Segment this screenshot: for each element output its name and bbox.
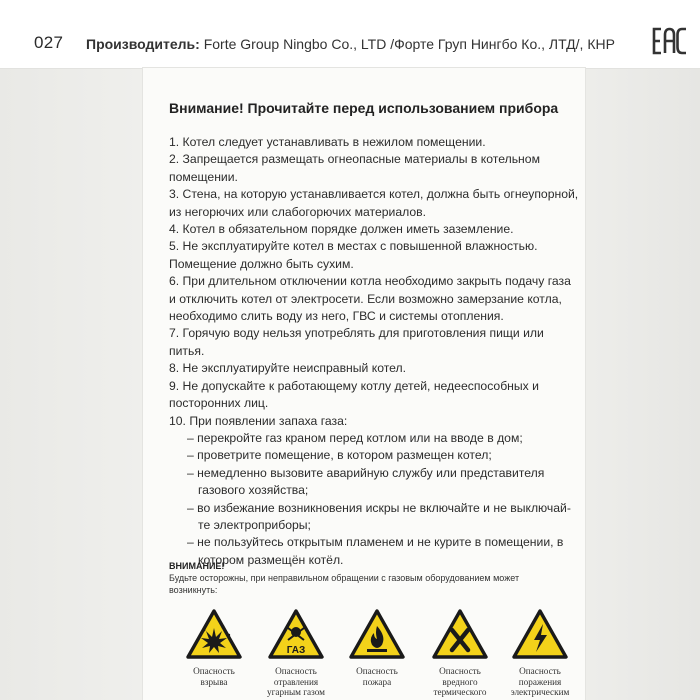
notice-line: Помещение должно быть сухим.: [169, 256, 354, 271]
notice-line: 5. Не эксплуатируйте котел в местах с повышенной влажностью.: [169, 239, 538, 254]
notice-line: 1. Котел следует устанавливать в нежилом помещении.: [169, 135, 486, 149]
sign-harmful: [425, 608, 495, 698]
header-strip: [0, 0, 700, 69]
hazard-signs: [179, 608, 579, 700]
sign-label: Опасность пожара: [356, 666, 398, 687]
notice-line: и отключить котел от электросети. Если возможно замерзание котла,: [169, 291, 562, 306]
notice-sub-line: котором размещён котёл.: [198, 552, 344, 567]
notice-line: 4. Котел в обязательном порядке должен иметь заземление.: [169, 222, 514, 237]
explosion-hazard-icon: [185, 608, 243, 660]
manufacturer-line: [86, 36, 615, 52]
sign-explosion: [179, 608, 249, 687]
notice-line: 9. Не допускайте к работающему котлу детей, недееспособных и: [169, 378, 539, 393]
gas-badge: ГАЗ: [286, 645, 306, 656]
gas-poisoning-hazard-icon: [267, 608, 325, 660]
notice-line: 8. Не эксплуатируйте неисправный котел.: [169, 361, 407, 376]
eac-mark-icon: [652, 26, 688, 56]
manufacturer-label: Производитель:: [86, 36, 200, 52]
notice-sub-line: – не пользуйтесь открытым пламенем и не курите в помещении, в: [187, 535, 564, 550]
notice-line: посторонних лиц.: [169, 396, 269, 411]
notice-line: 3. Стена, на которую устанавливается котел, должна быть огнеупорной,: [169, 187, 579, 202]
electric-shock-hazard-icon: [511, 608, 569, 660]
notice-line: помещении.: [169, 169, 238, 184]
notice-sub-line: – проветрите помещение, в котором размещен котел;: [187, 448, 492, 463]
sign-label: Опасность отравления угарным газом: [267, 666, 325, 697]
notice-line: 2. Запрещается размещать огнеопасные материалы в котельном: [169, 152, 540, 167]
sign-electric: [505, 608, 575, 698]
notice-sub-line: – перекройте газ краном перед котлом или на вводе в дом;: [187, 430, 523, 445]
notice-line: из негорючих или слабогорючих материалов.: [169, 204, 426, 219]
warning-title: ВНИМАНИЕ!: [169, 561, 225, 571]
notice-line: 7. Горячую воду нельзя употреблять для приготовления пищи или питья.: [169, 326, 544, 358]
fire-hazard-icon: [348, 608, 406, 660]
warning-text: Будьте осторожны, при неправильном обращении с газовым оборудованием может возникнуть:: [169, 573, 520, 595]
notice-list: [169, 134, 579, 569]
notice-line: 10. При появлении запаха газа:: [169, 413, 348, 428]
sign-label: Опасность вредного термического: [433, 666, 487, 697]
sign-fire: [342, 608, 412, 687]
notice-line: необходимо слить воду из него, ГВС и системы отопления.: [169, 309, 504, 324]
notice-sub-line: – во избежание возникновения искры не включайте и не выключай-: [187, 500, 571, 515]
notice-sub-line: газового хозяйства;: [198, 483, 309, 498]
sign-gas: [261, 608, 331, 698]
harmful-substance-hazard-icon: [431, 608, 489, 660]
sign-label: Опасность поражения электрическим: [510, 666, 570, 697]
sign-label: Опасность взрыва: [193, 666, 235, 687]
manufacturer-value: Forte Group Ningbo Co., LTD /Форте Груп Нингбо Ко., ЛТД/, КНР: [203, 36, 615, 52]
notice-sub-line: – немедленно вызовите аварийную службу или представителя: [187, 465, 545, 480]
notice-line: 6. При длительном отключении котла необходимо закрыть подачу газа: [169, 274, 571, 289]
notice-title: Внимание! Прочитайте перед использованием прибора: [169, 100, 559, 116]
notice-sub-line: те электроприборы;: [198, 517, 311, 532]
product-code: 027: [34, 33, 64, 52]
instruction-sheet: [143, 68, 585, 700]
